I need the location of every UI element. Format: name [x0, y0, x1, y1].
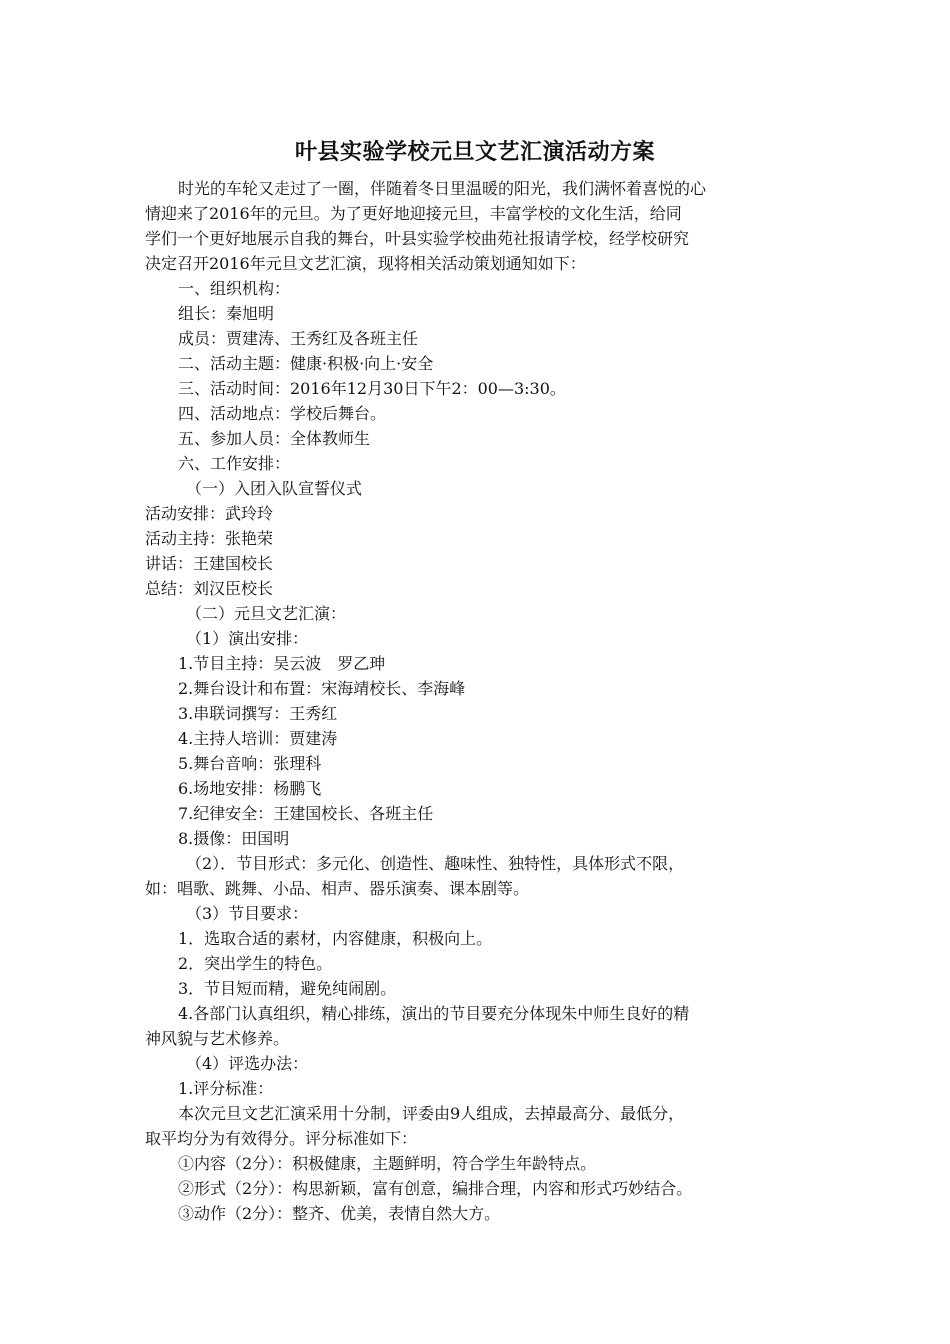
- requirement-item: 1．选取合适的素材，内容健康，积极向上。: [178, 929, 493, 948]
- work-heading: 六、工作安排：: [178, 454, 291, 473]
- section1-item: 活动安排：武玲玲: [145, 504, 274, 523]
- document-title: 叶县实验学校元旦文艺汇演活动方案: [294, 139, 655, 165]
- document-body: [145, 176, 805, 1226]
- criteria-item: ①内容（2分）：积极健康，主题鲜明，符合学生年龄特点。: [178, 1154, 597, 1173]
- intro-line: 决定召开2016年元旦文艺汇演，现将相关活动策划通知如下：: [145, 254, 586, 273]
- criteria-item: ③动作（2分）：整齐、优美，表情自然大方。: [178, 1204, 501, 1223]
- performance-item: 1.节目主持：吴云波 罗乙珅: [178, 654, 386, 673]
- requirement-item: 2．突出学生的特色。: [178, 954, 333, 973]
- performance-item: 6.场地安排：杨鹏飞: [178, 779, 322, 798]
- form-line: 如：唱歌、跳舞、小品、相声、器乐演奏、课本剧等。: [145, 879, 530, 898]
- section2-heading: （二）元旦文艺汇演：: [186, 604, 347, 623]
- performance-item: 5.舞台音响：张理科: [178, 754, 322, 773]
- intro-line: 时光的车轮又走过了一圈，伴随着冬日里温暖的阳光，我们满怀着喜悦的心: [178, 179, 707, 198]
- performance-item: 7.纪律安全：王建国校长、各班主任: [178, 804, 434, 823]
- members-line: 成员：贾建涛、王秀红及各班主任: [178, 329, 419, 348]
- performance-item: 2.舞台设计和布置：宋海靖校长、李海峰: [178, 679, 466, 698]
- section1-item: 活动主持：张艳荣: [145, 529, 274, 548]
- performance-item: 4.主持人培训：贾建涛: [178, 729, 338, 748]
- intro-line: 学们一个更好地展示自我的舞台，叶县实验学校曲苑社报请学校，经学校研究: [145, 229, 690, 248]
- intro-line: 情迎来了2016年的元旦。为了更好地迎接元旦，丰富学校的文化生活，给同: [145, 204, 682, 223]
- evaluation-heading: （4）评选办法：: [186, 1054, 309, 1073]
- requirement-item: 3．节目短而精，避免纯闹剧。: [178, 979, 397, 998]
- leader-line: 组长：秦旭明: [178, 304, 275, 323]
- place-line: 四、活动地点：学校后舞台。: [178, 404, 387, 423]
- requirement-item: 4.各部门认真组织，精心排练，演出的节目要充分体现朱中师生良好的精: [178, 1004, 690, 1023]
- form-line: （2）．节目形式：多元化、创造性、趣味性、独特性，具体形式不限，: [186, 854, 685, 873]
- performance-heading: （1）演出安排：: [186, 629, 309, 648]
- section1-item: 总结：刘汉臣校长: [145, 579, 274, 598]
- performance-item: 3.串联词撰写：王秀红: [178, 704, 338, 723]
- org-heading: 一、组织机构：: [178, 279, 291, 298]
- performance-item: 8.摄像：田国明: [178, 829, 290, 848]
- time-line: 三、活动时间：2016年12月30日下午2：00—3:30。: [178, 379, 566, 398]
- requirement-item: 神风貌与艺术修养。: [145, 1029, 290, 1048]
- criteria-item: ②形式（2分）：构思新颖，富有创意，编排合理，内容和形式巧妙结合。: [178, 1179, 693, 1198]
- criteria-heading: 1.评分标准：: [178, 1079, 274, 1098]
- scoring-line: 本次元旦文艺汇演采用十分制，评委由9人组成，去掉最高分、最低分，: [178, 1104, 685, 1123]
- scoring-line: 取平均分为有效得分。评分标准如下：: [145, 1129, 418, 1148]
- section1-item: 讲话：王建国校长: [145, 554, 274, 573]
- participants-line: 五、参加人员：全体教师生: [178, 429, 371, 448]
- section1-heading: （一）入团入队宣誓仪式: [186, 479, 363, 498]
- theme-line: 二、活动主题：健康·积极·向上·安全: [178, 354, 434, 373]
- requirements-heading: （3）节目要求：: [186, 904, 309, 923]
